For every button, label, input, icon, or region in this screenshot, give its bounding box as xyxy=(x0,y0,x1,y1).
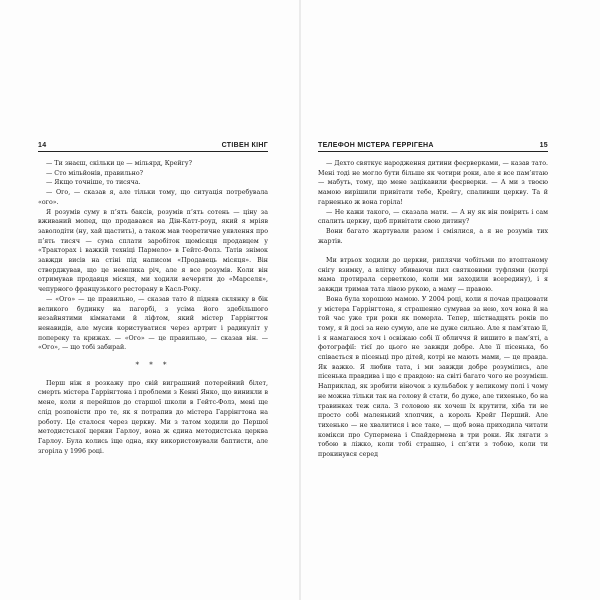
paragraph: Вони багато жартували разом і сміялися, а я не розумів тих жартів. xyxy=(318,227,548,245)
paragraph: — Якщо точніше, то тисяча. xyxy=(46,179,141,187)
section-separator: * * * xyxy=(135,361,171,370)
left-running-head: СТІВЕН КІНГ xyxy=(221,142,268,149)
paragraph: Я розумів суму в п’ять баксів, розумів п’ять сотень — ціну за вживаний мопед, що продавався на Дін-Катт-роуд, який я мріяв заволодіти (ну, хай щастить), а також мав теоретичне уявлення про п’ять тисяч — сума сплати заробіток щомісяця продавцем у «Тракторах і важкій техніці Пармело» в Гейтс-Фолз. Татів знімок завжди висів на стіні під написом «Продавець місяця». Він стверджував, що це невелика річ, але я все розумів. Коли він отримував продавця місяця, ми ходили вечеряти до «Марселя», чепурного французького ресторану в Касл-Року. xyxy=(38,208,268,294)
paragraph: — Дехто святкує народження дитини феєрверками, — казав тато. Мені тоді не могло бути більше як чотири роки, але я все пам’ятаю — мабуть, тому, що мене зацікавили феєрверки. — А ми з твоєю мамою вирішили привітати тебе, Крейгу, спаливши церкву. Та й гарненько ж вона горіла! xyxy=(318,160,548,206)
right-running-header xyxy=(318,137,548,152)
paragraph-gap xyxy=(318,246,548,256)
left-body-text xyxy=(38,159,268,456)
paragraph: — Сто мільйонів, правильно? xyxy=(46,169,143,177)
right-running-head: ТЕЛЕФОН МІСТЕРА ГЕРРІГЕНА xyxy=(318,142,434,149)
paragraph: — Не кажи такого, — сказала мати. — А ну як він повірить і сам спалить церкву, щоб привітати свою дитину? xyxy=(318,208,548,226)
paragraph: — Ого, — сказав я, але тільки тому, що ситуація потребувала «ого». xyxy=(38,189,268,206)
right-page-number: 15 xyxy=(539,142,548,149)
paragraph: — Ти знаєш, скільки це — мільярд, Крейгу? xyxy=(46,160,193,167)
book-spine xyxy=(299,0,301,600)
right-body-text xyxy=(318,159,548,460)
right-page xyxy=(318,137,548,460)
paragraph: Перш ніж я розкажу про свій виграшний потерейний білет, смерть містера Гаррінгтона і проблеми з Кенні Янко, що виникли в мене, коли я перейшов до старшої школи в Гейтс-Фолз, мені ще слід розповісти про те, як я потрапив до містера Гаррінгтона на роботу. Це сталося через церкву. Ми з татом ходили до Першої методистської церкви Гарлоу, вона ж єдина методистська церква Гарлоу. Була колись іще одна, яку використовували баптисти, але згоріла у 1996 році. xyxy=(38,379,268,455)
paragraph: Ми втрьох ходили до церкви, риплячи чобітьми по втоптаному снігу взимку, а влітку збиваючи пил святковими туфлями (котрі мама протирала серветкою, коли ми заходили всередину), і я завжди тримав тата лівою рукою, а маму — правою. xyxy=(318,257,548,294)
paragraph: Вона була хорошою мамою. У 2004 році, коли я почав працювати у містера Гаррінгтона, я страшенно сумував за нею, хоч вона й на той час уже три роки як померла. Тепер, шістнадцять років по тому, я й досі за нею сумую, але не дуже сильно. Але я пам’ятаю її, і я намагаюся хоч і освіжаю собі її обличчя й вишито в пам’яті, а фотографії: тієї до цього не завжди добре. Але її пісенька, бо співається в пісеньці про дітей, котрі не мають мами, — це правда. Як важко. Я любив тата, і ми завжди добре розумілись, але пісенька правдива і що є правдою: на світі багато чого не розумієш. Наприклад, як зробити віночок з кульбабок у великому полі і чому не можна тільки так на голову й стати, бо дуже, але тихенько, бо на травинках теж сила. З головою як хочеш їх крутити, хіба ти не просто собі маленький хлопчик, а король Крейг Перший. Але тихенько — не хвалитися і все таке, — щоб вона приходила читати комікси про Супермена і Спайдермена в три роки. Як лягати з тобою в ліжко, коли тобі страшно, і сп’яти з тобою, коли ти прокинувся серед xyxy=(318,295,548,459)
left-page-number: 14 xyxy=(38,142,47,149)
left-running-header xyxy=(38,137,268,152)
paragraph: — «Ого» — це правильно, — сказав тато й підняв склянку в бік великого будинку на пагорбі, з усіма його здебільшого незайнятими кімнатами й ліфтом, який містер Гаррінгтон ненавидів, але мусив користуватися через артрит і радикуліт у поперекy та крижах. — «Ого» — це правильно, — сказав він. — «Ого», — що тобі забирай. xyxy=(38,295,268,352)
left-page xyxy=(38,137,268,456)
